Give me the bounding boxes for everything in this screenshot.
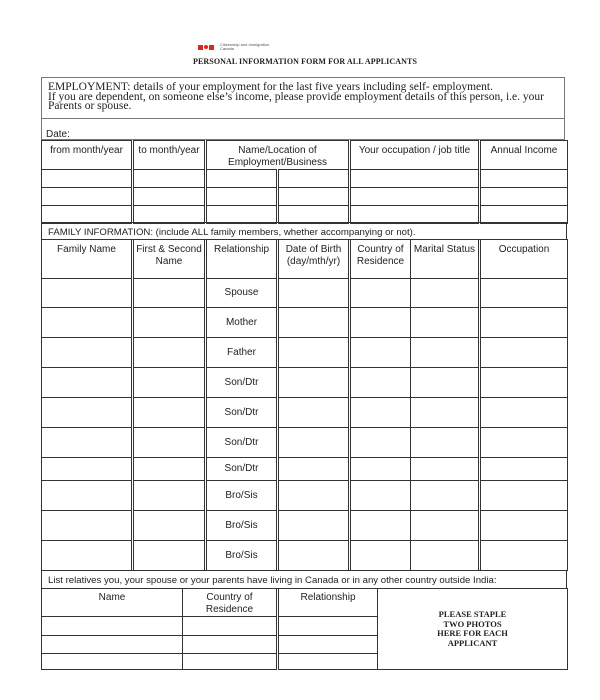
employment-cell[interactable] — [480, 188, 568, 206]
family-row — [42, 398, 568, 428]
employment-cell[interactable] — [206, 188, 278, 206]
family-cell[interactable] — [133, 338, 206, 368]
family-cell[interactable] — [42, 279, 133, 308]
col-name: Name — [42, 589, 183, 617]
family-row — [42, 458, 568, 481]
employment-cell[interactable] — [42, 170, 133, 188]
family-cell[interactable] — [350, 458, 411, 481]
canada-flag-icon — [198, 45, 214, 50]
family-col-header: Relationship — [206, 240, 278, 279]
family-cell[interactable] — [411, 338, 480, 368]
employment-cell[interactable] — [42, 206, 133, 224]
family-cell[interactable] — [480, 308, 568, 338]
family-cell[interactable] — [133, 398, 206, 428]
family-cell[interactable] — [42, 338, 133, 368]
family-row — [42, 279, 568, 308]
family-cell[interactable] — [278, 541, 350, 571]
page-title: PERSONAL INFORMATION FORM FOR ALL APPLICANTS — [192, 57, 418, 66]
relationship-label: Spouse — [206, 279, 278, 308]
family-cell[interactable] — [411, 458, 480, 481]
photo-note-4: APPLICANT — [447, 637, 498, 648]
family-cell[interactable] — [278, 428, 350, 458]
relationship-label: Son/Dtr — [206, 368, 278, 398]
family-col-header: First & Second Name — [133, 240, 206, 279]
family-cell[interactable] — [350, 279, 411, 308]
family-cell[interactable] — [42, 398, 133, 428]
family-cell[interactable] — [350, 511, 411, 541]
family-row — [42, 308, 568, 338]
col-to: to month/year — [133, 141, 206, 170]
family-col-header: Family Name — [42, 240, 133, 279]
relative-country-cell[interactable] — [183, 654, 278, 670]
col-occupation: Your occupation / job title — [350, 141, 480, 170]
employment-table — [41, 140, 568, 224]
family-cell[interactable] — [480, 511, 568, 541]
family-cell[interactable] — [42, 428, 133, 458]
logo-text: Citizenship and Immigration Canada — [220, 42, 270, 51]
family-row — [42, 368, 568, 398]
family-col-header: Occupation — [480, 240, 568, 279]
col-employer: Name/Location of Employment/Business — [206, 141, 350, 170]
family-cell[interactable] — [480, 428, 568, 458]
employment-cell[interactable] — [350, 206, 480, 224]
col-country: Country of Residence — [183, 589, 278, 617]
employment-intro-1: EMPLOYMENT: details of your employment for the last five years including self- employment. — [48, 81, 493, 93]
employment-cell[interactable] — [133, 206, 206, 224]
family-cell[interactable] — [411, 279, 480, 308]
relative-relationship-cell[interactable] — [278, 617, 378, 636]
family-cell[interactable] — [42, 481, 133, 511]
family-cell[interactable] — [42, 458, 133, 481]
family-cell[interactable] — [133, 368, 206, 398]
family-cell[interactable] — [411, 481, 480, 511]
relationship-label: Bro/Sis — [206, 541, 278, 571]
date-field[interactable] — [41, 119, 565, 140]
family-row — [42, 481, 568, 511]
family-cell[interactable] — [42, 308, 133, 338]
family-cell[interactable] — [133, 308, 206, 338]
family-cell[interactable] — [133, 481, 206, 511]
family-row — [42, 541, 568, 571]
family-cell[interactable] — [278, 458, 350, 481]
relative-relationship-cell[interactable] — [278, 654, 378, 670]
family-cell[interactable] — [480, 541, 568, 571]
col-relationship: Relationship — [278, 589, 378, 617]
employment-instructions — [41, 77, 565, 119]
relationship-label: Son/Dtr — [206, 428, 278, 458]
employment-intro-2: If you are dependent, on someone else’s income, please provide employment details of this person, i.e. your Parents or spouse. — [48, 90, 544, 112]
family-cell[interactable] — [42, 511, 133, 541]
family-row — [42, 428, 568, 458]
relationship-label: Bro/Sis — [206, 511, 278, 541]
family-cell[interactable] — [42, 541, 133, 571]
family-cell[interactable] — [133, 541, 206, 571]
photo-area — [378, 589, 568, 670]
employment-row — [42, 206, 568, 224]
family-cell[interactable] — [411, 308, 480, 338]
employment-cell[interactable] — [278, 206, 350, 224]
family-section-label: FAMILY INFORMATION: (include ALL family members, whether accompanying or not). — [41, 222, 567, 240]
family-cell[interactable] — [133, 428, 206, 458]
employment-cell[interactable] — [42, 188, 133, 206]
family-cell[interactable] — [133, 458, 206, 481]
family-cell[interactable] — [480, 279, 568, 308]
family-cell[interactable] — [278, 511, 350, 541]
family-row — [42, 511, 568, 541]
family-cell[interactable] — [278, 368, 350, 398]
employment-row — [42, 170, 568, 188]
family-cell[interactable] — [350, 368, 411, 398]
photo-note-1: PLEASE STAPLE — [438, 609, 507, 619]
family-row — [42, 338, 568, 368]
photo-note-2: TWO PHOTOS — [443, 618, 502, 629]
relative-name-cell[interactable] — [42, 654, 183, 670]
photo-note-3: HERE FOR EACH — [437, 628, 508, 638]
date-label: Date: — [46, 129, 70, 140]
family-cell[interactable] — [278, 338, 350, 368]
family-cell[interactable] — [480, 398, 568, 428]
relative-relationship-cell[interactable] — [278, 636, 378, 654]
employment-cell[interactable] — [480, 170, 568, 188]
family-table — [41, 239, 568, 571]
employment-cell[interactable] — [350, 188, 480, 206]
relationship-label: Father — [206, 338, 278, 368]
family-cell[interactable] — [350, 308, 411, 338]
employment-cell[interactable] — [480, 206, 568, 224]
family-cell[interactable] — [480, 368, 568, 398]
family-cell[interactable] — [133, 279, 206, 308]
relative-country-cell[interactable] — [183, 636, 278, 654]
employment-cell[interactable] — [133, 170, 206, 188]
family-cell[interactable] — [42, 368, 133, 398]
family-cell[interactable] — [480, 458, 568, 481]
employment-row — [42, 188, 568, 206]
relatives-section-label: List relatives you, your spouse or your parents have living in Canada or in any other country outside India: — [41, 570, 567, 589]
family-cell[interactable] — [278, 398, 350, 428]
family-cell[interactable] — [411, 541, 480, 571]
family-col-header: Date of Birth (day/mth/yr) — [278, 240, 350, 279]
relative-name-cell[interactable] — [42, 617, 183, 636]
relative-name-cell[interactable] — [42, 636, 183, 654]
family-cell[interactable] — [278, 308, 350, 338]
employment-cell[interactable] — [206, 206, 278, 224]
employment-cell[interactable] — [278, 170, 350, 188]
family-cell[interactable] — [411, 368, 480, 398]
employment-cell[interactable] — [133, 188, 206, 206]
employment-cell[interactable] — [206, 170, 278, 188]
family-cell[interactable] — [411, 398, 480, 428]
family-cell[interactable] — [480, 338, 568, 368]
col-from: from month/year — [42, 141, 133, 170]
family-cell[interactable] — [411, 511, 480, 541]
family-col-header: Marital Status — [411, 240, 480, 279]
cic-logo — [198, 43, 270, 51]
family-cell[interactable] — [133, 511, 206, 541]
relationship-label: Mother — [206, 308, 278, 338]
family-cell[interactable] — [350, 428, 411, 458]
family-cell[interactable] — [350, 481, 411, 511]
relative-country-cell[interactable] — [183, 617, 278, 636]
relationship-label: Bro/Sis — [206, 481, 278, 511]
family-cell[interactable] — [480, 481, 568, 511]
family-cell[interactable] — [350, 338, 411, 368]
family-cell[interactable] — [278, 481, 350, 511]
relatives-table — [41, 588, 568, 670]
family-cell[interactable] — [350, 398, 411, 428]
family-cell[interactable] — [350, 541, 411, 571]
col-income: Annual Income — [480, 141, 568, 170]
employment-cell[interactable] — [350, 170, 480, 188]
family-cell[interactable] — [411, 428, 480, 458]
family-cell[interactable] — [278, 279, 350, 308]
relationship-label: Son/Dtr — [206, 398, 278, 428]
family-col-header: Country of Residence — [350, 240, 411, 279]
relationship-label: Son/Dtr — [206, 458, 278, 481]
employment-cell[interactable] — [278, 188, 350, 206]
